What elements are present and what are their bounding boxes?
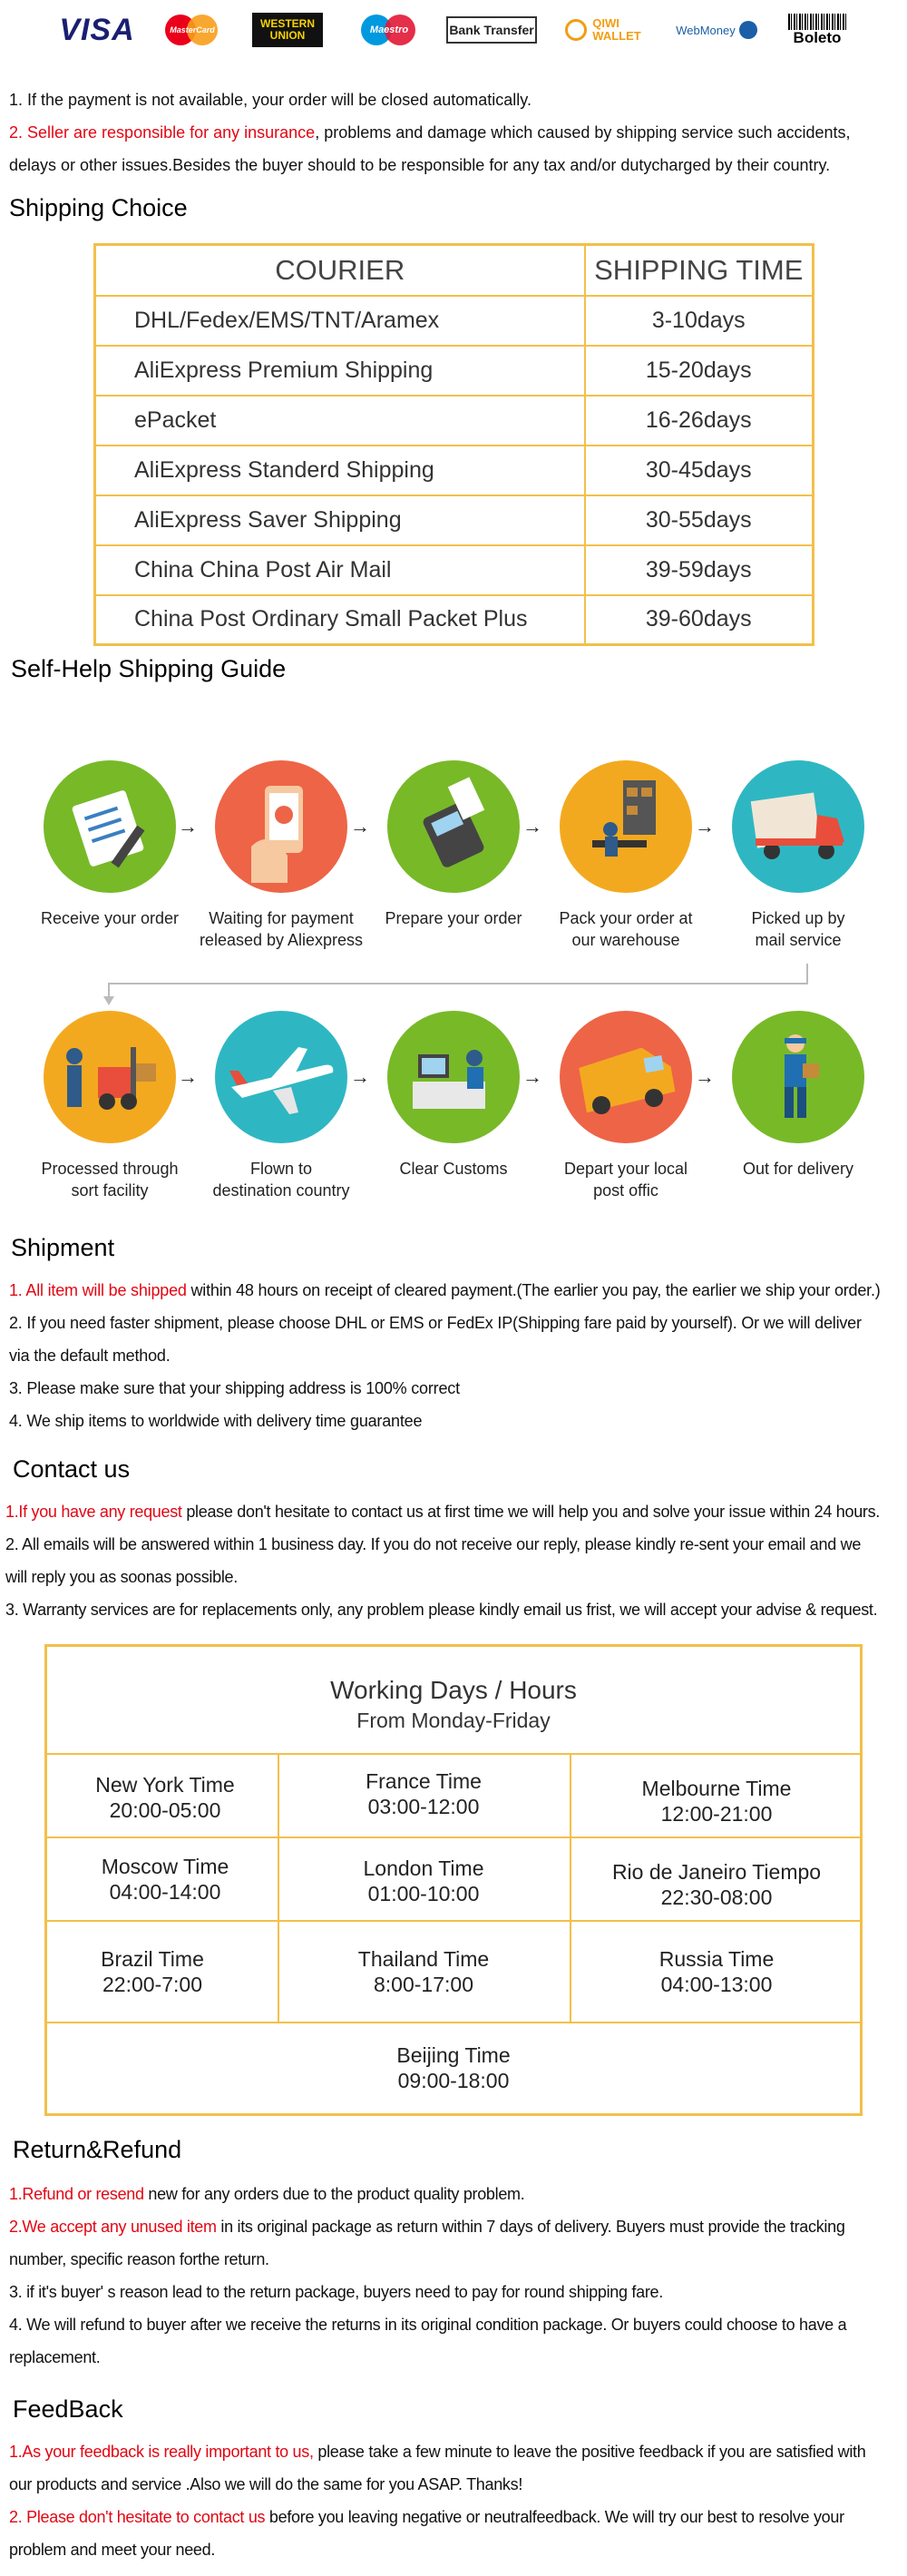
refund-text — [9, 2178, 905, 2374]
guide-step-out-for-delivery — [707, 1011, 889, 1180]
courier-man-icon — [732, 1011, 864, 1143]
step-caption: Receive your order — [40, 909, 180, 927]
timezone-cell: London Time 01:00-10:00 — [363, 1856, 484, 1905]
table-row — [95, 446, 814, 495]
courier-table-header — [95, 245, 814, 296]
courier-name: AliExpress Premium Shipping — [95, 346, 585, 396]
payment-logos-bar — [0, 0, 907, 60]
arrow-right-icon: → — [350, 815, 370, 837]
shipping-time: 39-60days — [585, 595, 814, 645]
refund-line-3: number, specific reason forthe return. — [9, 2250, 269, 2268]
guide-step-customs — [363, 1011, 544, 1180]
qiwi-wallet-logo: QIWI WALLET — [564, 13, 642, 47]
maestro-logo: Maestro — [359, 13, 419, 47]
refund-line-2: 2.We accept any unused item in its original package as return within 7 days of delivery. Buyers must provide the tracking — [9, 2218, 845, 2236]
visa-logo: VISA — [59, 12, 135, 47]
refund-line-6: replacement. — [9, 2348, 101, 2366]
arrow-right-icon: → — [695, 1065, 715, 1088]
contact-line-4: 3. Warranty services are for replacements only, any problem please kindly email us frist, we will accept your advise & request. — [5, 1601, 878, 1619]
bank-transfer-logo: Bank Transfer — [446, 16, 537, 44]
feedback-line-2: our products and service .Also we will do the same for you ASAP. Thanks! — [9, 2475, 523, 2493]
feedback-line-1: 1.As your feedback is really important to us, please take a few minute to leave the positive feedback if you are satisfied with — [9, 2443, 866, 2461]
shipping-time: 30-45days — [585, 446, 814, 495]
courier-name: AliExpress Standerd Shipping — [95, 446, 585, 495]
feedback-line-3: 2. Please don't hesitate to contact us before you leaving negative or neutralfeedback. We will try our best to resolve your — [9, 2508, 844, 2526]
shipment-text — [9, 1274, 907, 1437]
note-line-1: 1. If the payment is not available, your order will be closed automatically. — [9, 91, 532, 109]
boleto-logo: Boleto — [785, 13, 849, 47]
feedback-text — [9, 2435, 905, 2566]
arrow-right-icon: → — [178, 815, 198, 837]
shipping-time: 39-59days — [585, 545, 814, 595]
step-caption: Flown to — [249, 1160, 313, 1178]
arrow-right-icon: → — [522, 1065, 542, 1088]
courier-name: China China Post Air Mail — [95, 545, 585, 595]
guide-step-flown — [190, 1011, 372, 1201]
step-caption: our warehouse — [571, 931, 680, 949]
contact-heading: Contact us — [13, 1455, 131, 1483]
table-row — [95, 346, 814, 396]
shipment-line-2: 2. If you need faster shipment, please choose DHL or EMS or FedEx IP(Shipping fare paid by yourself). Or we will deliver — [9, 1314, 862, 1332]
shipping-choice-heading: Shipping Choice — [9, 194, 188, 221]
shipping-guide-heading: Self-Help Shipping Guide — [11, 655, 287, 682]
contact-line-3: will reply you as soonas possible. — [5, 1568, 238, 1586]
payment-notes — [9, 83, 902, 181]
van-icon — [560, 1011, 692, 1143]
step-caption: destination country — [212, 1181, 350, 1200]
western-union-logo: WESTERN UNION — [252, 13, 323, 47]
shipment-line-1: 1. All item will be shipped within 48 hours on receipt of cleared payment.(The earlier you pay, the earlier we ship your order.) — [9, 1281, 881, 1299]
timezone-cell: Melbourne Time 12:00-21:00 — [641, 1777, 792, 1826]
step-caption: sort facility — [71, 1181, 149, 1200]
table-row — [95, 396, 814, 446]
pos-terminal-icon — [387, 760, 520, 893]
shipment-line-4: 3. Please make sure that your shipping address is 100% correct — [9, 1379, 460, 1397]
return-refund-heading: Return&Refund — [13, 2136, 182, 2163]
step-caption: Picked up by — [751, 909, 845, 927]
timezone-cell: Thailand Time 8:00-17:00 — [357, 1947, 490, 1996]
courier-table — [93, 243, 814, 646]
step-caption: Waiting for payment — [209, 909, 354, 927]
forklift-icon — [44, 1011, 176, 1143]
feedback-line-4: problem and meet your need. — [9, 2541, 216, 2559]
working-hours-subtitle: From Monday-Friday — [356, 1709, 551, 1732]
timezone-cell: Beijing Time 09:00-18:00 — [396, 2043, 511, 2092]
guide-step-sort-facility — [19, 1011, 200, 1201]
step-caption: Processed through — [41, 1160, 179, 1178]
guide-step-waiting-payment — [190, 760, 372, 951]
timezone-cell: France Time 03:00-12:00 — [366, 1769, 482, 1818]
courier-name: China Post Ordinary Small Packet Plus — [95, 595, 585, 645]
shipping-time: 3-10days — [585, 296, 814, 346]
arrow-right-icon: → — [178, 1065, 198, 1088]
refund-line-4: 3. if it's buyer' s reason lead to the return package, buyers need to pay for round shipping fare. — [9, 2283, 663, 2301]
refund-line-5: 4. We will refund to buyer after we receive the returns in its original condition package. Or buyers could choose to have a — [9, 2316, 847, 2334]
working-hours-table — [44, 1644, 863, 2116]
step-caption: Prepare your order — [385, 909, 522, 927]
refund-line-1: 1.Refund or resend new for any orders due to the product quality problem. — [9, 2185, 525, 2203]
arrow-right-icon: → — [350, 1065, 370, 1088]
courier-name: ePacket — [95, 396, 585, 446]
arrow-right-icon: → — [522, 815, 542, 837]
guide-step-picked-up — [707, 760, 889, 951]
shipping-time: 15-20days — [585, 346, 814, 396]
phone-payment-icon — [215, 760, 347, 893]
shipment-line-5: 4. We ship items to worldwide with delivery time guarantee — [9, 1412, 423, 1430]
contact-line-2: 2. All emails will be answered within 1 business day. If you do not receive our reply, please kindly re-sent your email and we — [5, 1535, 862, 1553]
guide-step-pack-order — [535, 760, 717, 951]
contact-line-1: 1.If you have any request please don't hesitate to contact us at first time we will help you and solve your issue within 24 hours. — [5, 1503, 881, 1521]
step-caption: post offic — [593, 1181, 658, 1200]
webmoney-logo: WebMoney — [671, 13, 762, 47]
step-caption: released by Aliexpress — [199, 931, 364, 949]
working-hours-title: Working Days / Hours — [330, 1676, 577, 1704]
guide-step-receive-order — [19, 760, 200, 929]
table-row — [95, 595, 814, 645]
arrow-right-icon: → — [695, 815, 715, 837]
airplane-icon — [215, 1011, 347, 1143]
shipment-line-3: via the default method. — [9, 1347, 171, 1365]
mastercard-logo: MasterCard — [163, 13, 221, 47]
guide-step-prepare-order — [363, 760, 544, 929]
courier-column-header: COURIER — [95, 245, 585, 296]
timezone-cell: Brazil Time 22:00-7:00 — [101, 1947, 204, 1996]
table-row — [95, 545, 814, 595]
warehouse-icon — [560, 760, 692, 893]
courier-name: DHL/Fedex/EMS/TNT/Aramex — [95, 296, 585, 346]
customs-desk-icon — [387, 1011, 520, 1143]
timezone-cell: Moscow Time 04:00-14:00 — [101, 1855, 229, 1904]
shipment-heading: Shipment — [11, 1234, 115, 1261]
step-caption: mail service — [755, 931, 842, 949]
shipping-time: 16-26days — [585, 396, 814, 446]
note-line-2: 2. Seller are responsible for any insurance, problems and damage which caused by shipping service such accidents, — [9, 123, 851, 142]
table-row — [95, 495, 814, 545]
shipping-time-column-header: SHIPPING TIME — [585, 245, 814, 296]
timezone-cell: Russia Time 04:00-13:00 — [658, 1947, 775, 1996]
step-caption: Out for delivery — [742, 1160, 854, 1178]
feedback-heading: FeedBack — [13, 2395, 123, 2423]
row-connector-arrow-icon — [100, 960, 816, 1005]
step-caption: Clear Customs — [399, 1160, 508, 1178]
timezone-cell: New York Time 20:00-05:00 — [95, 1773, 235, 1822]
clipboard-icon — [44, 760, 176, 893]
guide-step-depart-post-office — [535, 1011, 717, 1201]
shipping-time: 30-55days — [585, 495, 814, 545]
step-caption: Pack your order at — [559, 909, 693, 927]
step-caption: Depart your local — [563, 1160, 688, 1178]
note-line-3: delays or other issues.Besides the buyer should to be responsible for any tax and/or dutycharged by their country. — [9, 156, 831, 174]
contact-text — [5, 1495, 907, 1626]
delivery-truck-icon — [732, 760, 864, 893]
table-row — [95, 296, 814, 346]
timezone-cell: Rio de Janeiro Tiempo 22:30-08:00 — [611, 1860, 822, 1909]
courier-name: AliExpress Saver Shipping — [95, 495, 585, 545]
